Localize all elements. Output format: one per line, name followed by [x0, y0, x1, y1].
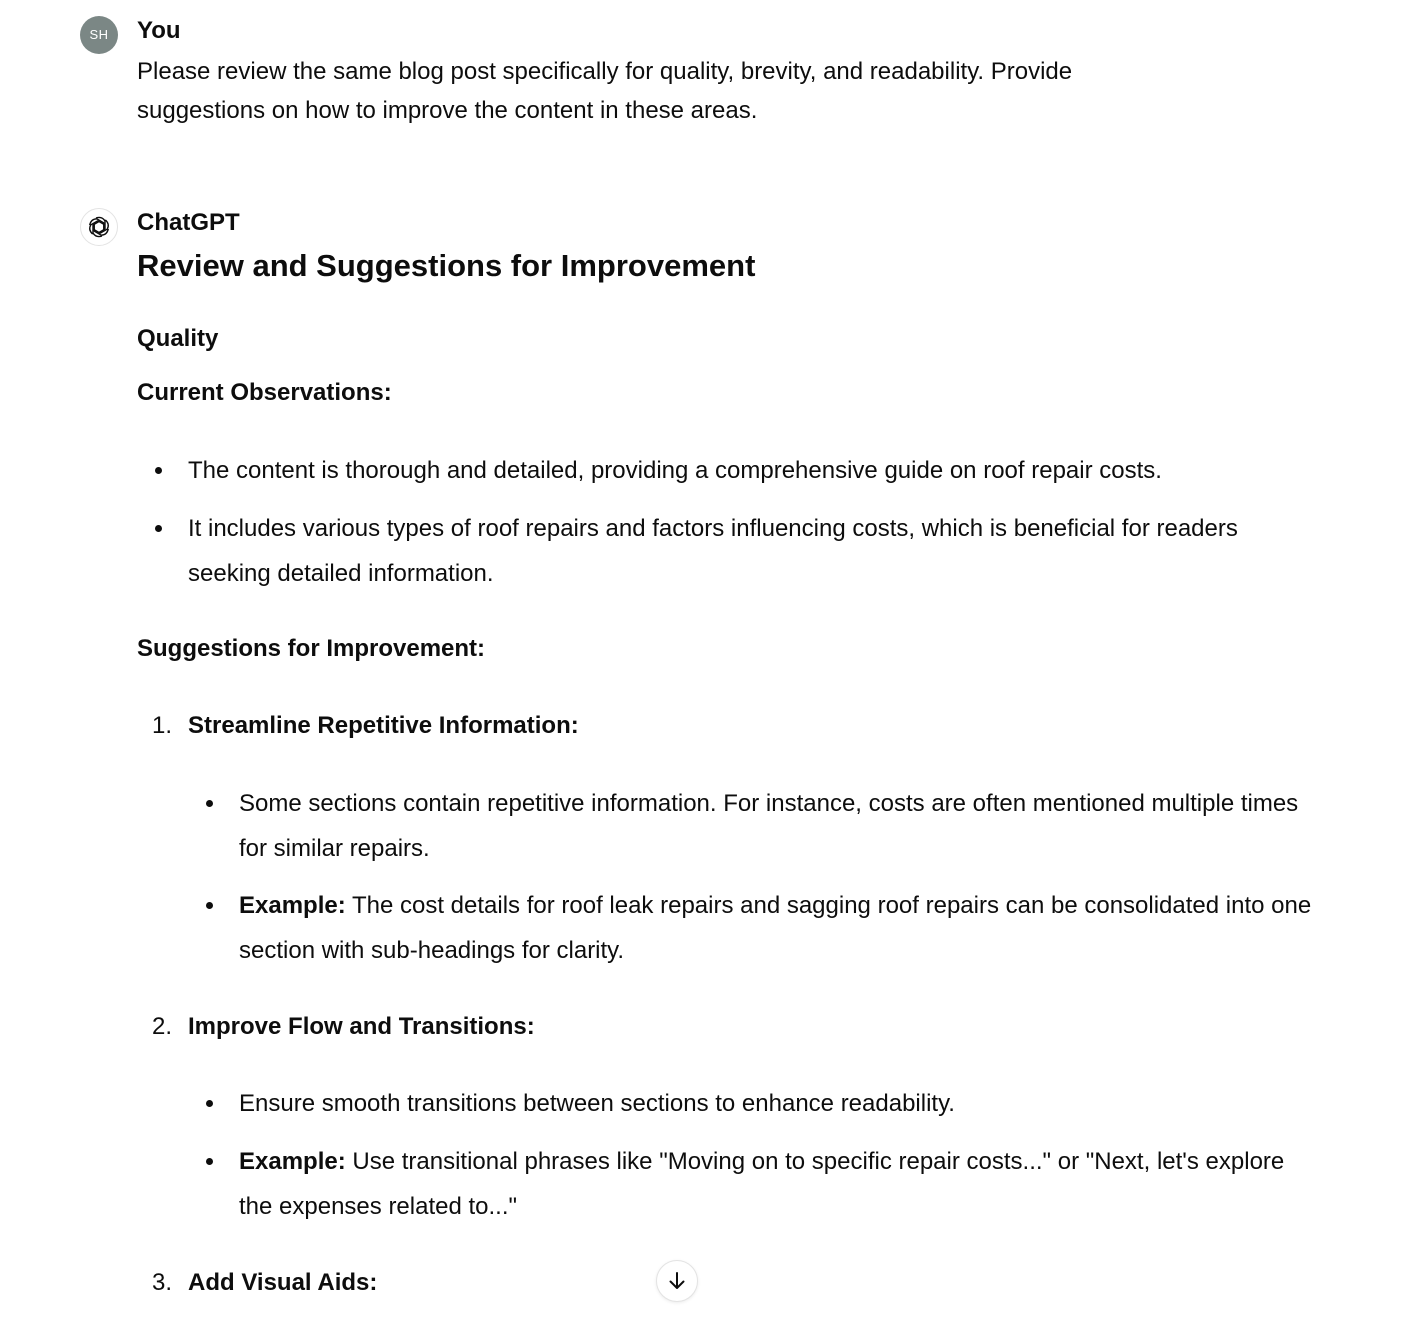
- example-text: The cost details for roof leak repairs and sagging roof repairs can be consolidated into one section with sub-headings for clarity.: [239, 892, 1312, 964]
- assistant-author-name: ChatGPT: [137, 209, 240, 236]
- example-text: Use transitional phrases like "Moving on to specific repair costs..." or "Next, let's explore the expenses related to...": [239, 1148, 1285, 1220]
- chatgpt-logo-icon: [80, 208, 118, 246]
- observation-item: The content is thorough and detailed, providing a comprehensive guide on roof repair costs.: [188, 457, 1162, 484]
- scroll-to-bottom-button[interactable]: [656, 1260, 698, 1302]
- suggestion-detail: Ensure smooth transitions between sections to enhance readability.: [239, 1090, 955, 1117]
- list-number: 1.: [152, 712, 173, 739]
- observation-item: It includes various types of roof repairs and factors influencing costs, which is beneficial for readers seeking detailed information.: [188, 515, 1238, 587]
- suggestions-heading: Suggestions for Improvement:: [137, 635, 486, 662]
- observations-heading: Current Observations:: [137, 379, 392, 406]
- bullet-icon: [206, 902, 213, 909]
- user-message-text: Please review the same blog post specifically for quality, brevity, and readability. Provide suggestions on how to improve the content in these areas.: [137, 58, 1073, 124]
- bullet-icon: [206, 800, 213, 807]
- bullet-icon: [206, 1100, 213, 1107]
- suggestion-title: Improve Flow and Transitions:: [188, 1013, 535, 1040]
- arrow-down-icon: [666, 1270, 688, 1292]
- list-number: 3.: [152, 1269, 173, 1296]
- openai-knot-icon: [86, 214, 112, 240]
- suggestion-example: [239, 883, 1319, 973]
- bullet-icon: [206, 1158, 213, 1165]
- bullet-icon: [155, 525, 162, 532]
- example-label: Example:: [239, 1148, 346, 1175]
- bullet-icon: [155, 467, 162, 474]
- suggestion-title: Add Visual Aids:: [188, 1269, 378, 1296]
- suggestion-title: Streamline Repetitive Information:: [188, 712, 579, 739]
- user-author-name: You: [137, 17, 181, 44]
- section-heading-quality: Quality: [137, 325, 219, 352]
- list-number: 2.: [152, 1013, 173, 1040]
- example-label: Example:: [239, 892, 346, 919]
- user-avatar: SH: [80, 16, 118, 54]
- suggestion-example: [239, 1139, 1319, 1229]
- suggestion-detail: Some sections contain repetitive information. For instance, costs are often mentioned multiple times for similar repairs.: [239, 790, 1299, 862]
- response-title: Review and Suggestions for Improvement: [137, 248, 756, 283]
